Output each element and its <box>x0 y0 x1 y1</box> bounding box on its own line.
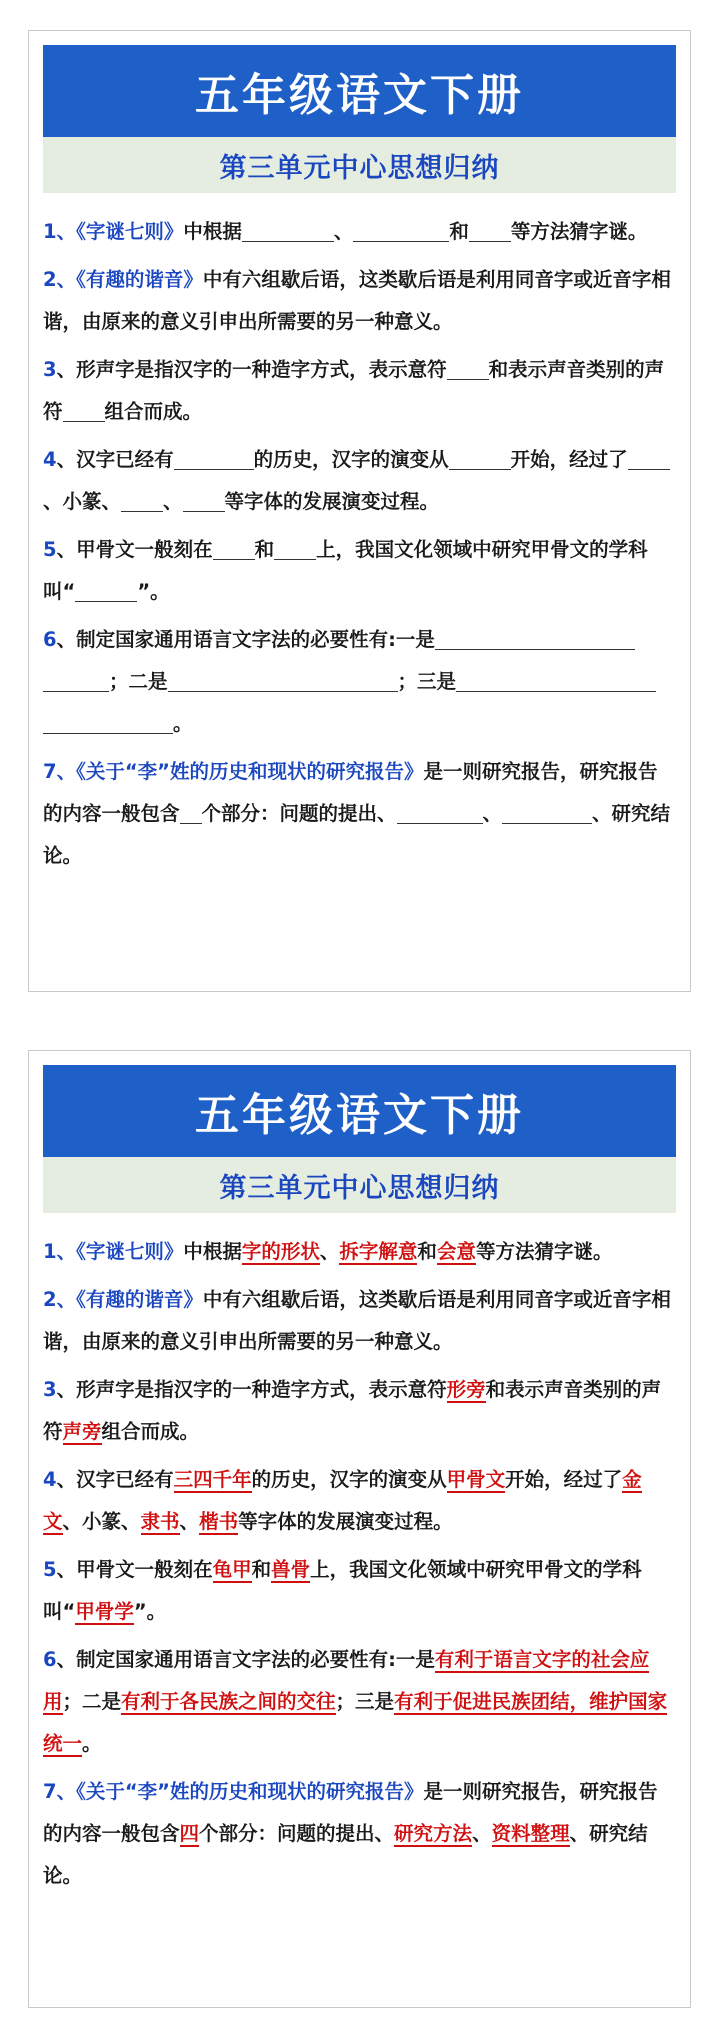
answer-text: 拆字解意 <box>339 1240 418 1263</box>
item-text: 中根据 <box>183 1240 242 1263</box>
answer-item-3 <box>43 1369 676 1453</box>
answer-text: 金文 <box>43 1468 642 1533</box>
item-number: 1、 <box>43 1240 77 1263</box>
item-text: 中有六组歇后语，这类歇后语是利用同音字或近音字相谐，由原来的意义引申出所需要的另一种意义。 <box>43 1288 671 1353</box>
answer-blank[interactable] <box>180 801 202 824</box>
item-text: 、形声字是指汉字的一种造字方式，表示意符 <box>56 358 447 381</box>
subtitle-banner <box>43 137 676 193</box>
item-number: 1、 <box>43 220 77 243</box>
answer-blank[interactable] <box>121 489 163 512</box>
answer-item-1 <box>43 1231 676 1273</box>
item-text: 、 <box>482 802 503 825</box>
item-text: 开始，经过了 <box>505 1468 623 1491</box>
item-text: 等字体的发展演变过程。 <box>224 490 440 513</box>
item-text: 、研究结论。 <box>43 1822 648 1887</box>
answer-text: 有利于各民族之间的交往 <box>121 1690 336 1713</box>
item-number: 7、 <box>43 760 77 783</box>
answer-text: 兽骨 <box>271 1558 311 1581</box>
answer-blank[interactable] <box>628 447 670 470</box>
answer-item-7 <box>43 1771 676 1897</box>
question-7 <box>43 751 676 877</box>
answer-text: 会意 <box>436 1240 476 1263</box>
answer-blank[interactable] <box>75 579 137 602</box>
item-text: 、甲骨文一般刻在 <box>56 538 213 561</box>
item-text: ；三是 <box>397 670 457 693</box>
question-list <box>29 193 690 877</box>
answer-text: 甲骨学 <box>75 1600 134 1623</box>
answer-blank[interactable] <box>274 537 316 560</box>
item-number: 6 <box>43 1648 57 1671</box>
question-1 <box>43 211 676 253</box>
answer-blank[interactable] <box>449 447 511 470</box>
title-banner <box>43 45 676 137</box>
page-title: 五年级语文下册 <box>195 1090 524 1141</box>
answer-blank[interactable] <box>502 801 568 824</box>
answer-item-2 <box>43 1279 676 1363</box>
item-text: 。 <box>173 712 193 735</box>
item-text: 组合而成。 <box>104 400 203 423</box>
item-text: 、 <box>163 490 183 513</box>
item-text: ；三是 <box>335 1690 395 1713</box>
item-text: 、 <box>179 1510 200 1533</box>
item-text: 、小篆、 <box>43 490 122 513</box>
subtitle-banner <box>43 1157 676 1213</box>
item-text: 和 <box>417 1240 437 1263</box>
item-number: 5 <box>43 538 57 561</box>
item-number: 5 <box>43 1558 57 1581</box>
answer-blank[interactable] <box>168 669 398 692</box>
answer-text: 字的形状 <box>241 1240 320 1263</box>
item-text: 是一则研究报告，研究报告的内容一般包含 <box>43 760 658 825</box>
item-text: 的历史，汉字的演变从 <box>251 1468 447 1491</box>
item-text: 、制定国家通用语言文字法的必要性有:一是 <box>56 628 435 651</box>
page-subtitle: 第三单元中心思想归纳 <box>219 1172 500 1204</box>
item-number: 2、 <box>43 268 77 291</box>
book-title: 《有趣的谐音》 <box>76 1288 203 1311</box>
item-text: 中根据 <box>183 220 242 243</box>
item-text: 、汉字已经有 <box>56 448 174 471</box>
item-text: 等方法猜字谜。 <box>510 220 648 243</box>
answer-blank[interactable] <box>353 219 449 242</box>
book-title: 《有趣的谐音》 <box>76 268 203 291</box>
item-text: 和 <box>449 220 469 243</box>
book-title: 《字谜七则》 <box>76 220 184 243</box>
answer-text: 龟甲 <box>212 1558 252 1581</box>
page-subtitle: 第三单元中心思想归纳 <box>219 152 500 184</box>
item-text: 开始，经过了 <box>510 448 628 471</box>
item-text: 等字体的发展演变过程。 <box>238 1510 453 1533</box>
item-text: 是一则研究报告，研究报告的内容一般包含 <box>43 1780 658 1845</box>
answer-blank[interactable] <box>174 447 254 470</box>
answer-blank[interactable] <box>43 711 173 734</box>
answer-blank[interactable] <box>63 399 105 422</box>
question-card <box>28 30 691 992</box>
answer-blank[interactable] <box>456 669 656 692</box>
book-title: 《关于“李”姓的历史和现状的研究报告》 <box>76 1780 424 1803</box>
item-number: 6 <box>43 628 57 651</box>
item-text: 等方法猜字谜。 <box>475 1240 613 1263</box>
item-text: 、研究结论。 <box>43 802 671 867</box>
item-number: 3 <box>43 358 57 381</box>
answer-blank[interactable] <box>242 219 334 242</box>
item-number: 4 <box>43 448 57 471</box>
answer-blank[interactable] <box>469 219 511 242</box>
item-text: 、小篆、 <box>62 1510 141 1533</box>
item-text: 和 <box>254 538 275 561</box>
item-text: 上，我国文化领域中研究甲骨文的学科叫“ <box>43 1558 642 1623</box>
answer-blank[interactable] <box>568 801 592 824</box>
answer-item-4 <box>43 1459 676 1543</box>
item-text: 和表示声音类别的声符 <box>43 358 665 423</box>
item-number: 3 <box>43 1378 57 1401</box>
answer-blank[interactable] <box>397 801 483 824</box>
book-title: 《字谜七则》 <box>76 1240 184 1263</box>
item-text: 、甲骨文一般刻在 <box>56 1558 213 1581</box>
item-text: 、汉字已经有 <box>56 1468 174 1491</box>
answer-item-6 <box>43 1639 676 1765</box>
item-text: ；二是 <box>62 1690 122 1713</box>
answer-blank[interactable] <box>435 627 635 650</box>
item-number: 2、 <box>43 1288 77 1311</box>
item-text: ”。 <box>137 580 170 603</box>
page-title: 五年级语文下册 <box>195 70 524 121</box>
answer-blank[interactable] <box>183 489 225 512</box>
answer-text: 有利于语言文字的社会应用 <box>43 1648 650 1713</box>
question-5 <box>43 529 676 613</box>
item-text: 上，我国文化领域中研究甲骨文的学科叫“ <box>43 538 648 603</box>
item-text: 个部分：问题的提出、 <box>201 802 397 825</box>
item-text: 组合而成。 <box>101 1420 200 1443</box>
title-banner <box>43 1065 676 1157</box>
answer-card <box>28 1050 691 2008</box>
question-4 <box>43 439 676 523</box>
item-text: ；二是 <box>109 670 168 693</box>
answer-list <box>29 1213 690 1897</box>
answer-text: 声旁 <box>62 1420 102 1443</box>
answer-text: 研究方法 <box>394 1822 473 1845</box>
answer-blank[interactable] <box>447 357 489 380</box>
answer-text: 资料整理 <box>491 1822 570 1845</box>
question-6 <box>43 619 676 745</box>
item-text: 的历史，汉字的演变从 <box>253 448 449 471</box>
item-text: 、 <box>472 1822 492 1845</box>
item-number: 4 <box>43 1468 57 1491</box>
item-text: 和表示声音类别的声符 <box>43 1378 662 1443</box>
answer-text: 三四千年 <box>173 1468 252 1491</box>
answer-text: 有利于促进民族团结，维护国家统一 <box>43 1690 668 1755</box>
answer-item-5 <box>43 1549 676 1633</box>
answer-text: 形旁 <box>446 1378 486 1401</box>
item-text: 中有六组歇后语，这类歇后语是利用同音字或近音字相谐，由原来的意义引申出所需要的另一种意义。 <box>43 268 671 333</box>
answer-text: 隶书 <box>140 1510 180 1533</box>
question-2 <box>43 259 676 343</box>
answer-text: 四 <box>179 1822 200 1845</box>
item-text: 、制定国家通用语言文字法的必要性有:一是 <box>56 1648 435 1671</box>
question-3 <box>43 349 676 433</box>
book-title: 《关于“李”姓的历史和现状的研究报告》 <box>76 760 424 783</box>
item-text: 、 <box>319 1240 340 1263</box>
item-text: 和 <box>251 1558 272 1581</box>
answer-blank[interactable] <box>213 537 255 560</box>
item-text: 个部分：问题的提出、 <box>199 1822 395 1845</box>
answer-text: 甲骨文 <box>446 1468 506 1491</box>
item-number: 7、 <box>43 1780 77 1803</box>
item-text: 。 <box>82 1732 102 1755</box>
item-text: 、形声字是指汉字的一种造字方式，表示意符 <box>56 1378 447 1401</box>
answer-blank[interactable] <box>43 669 109 692</box>
item-text: 、 <box>333 220 354 243</box>
answer-text: 楷书 <box>199 1510 239 1533</box>
item-text: ”。 <box>133 1600 167 1623</box>
